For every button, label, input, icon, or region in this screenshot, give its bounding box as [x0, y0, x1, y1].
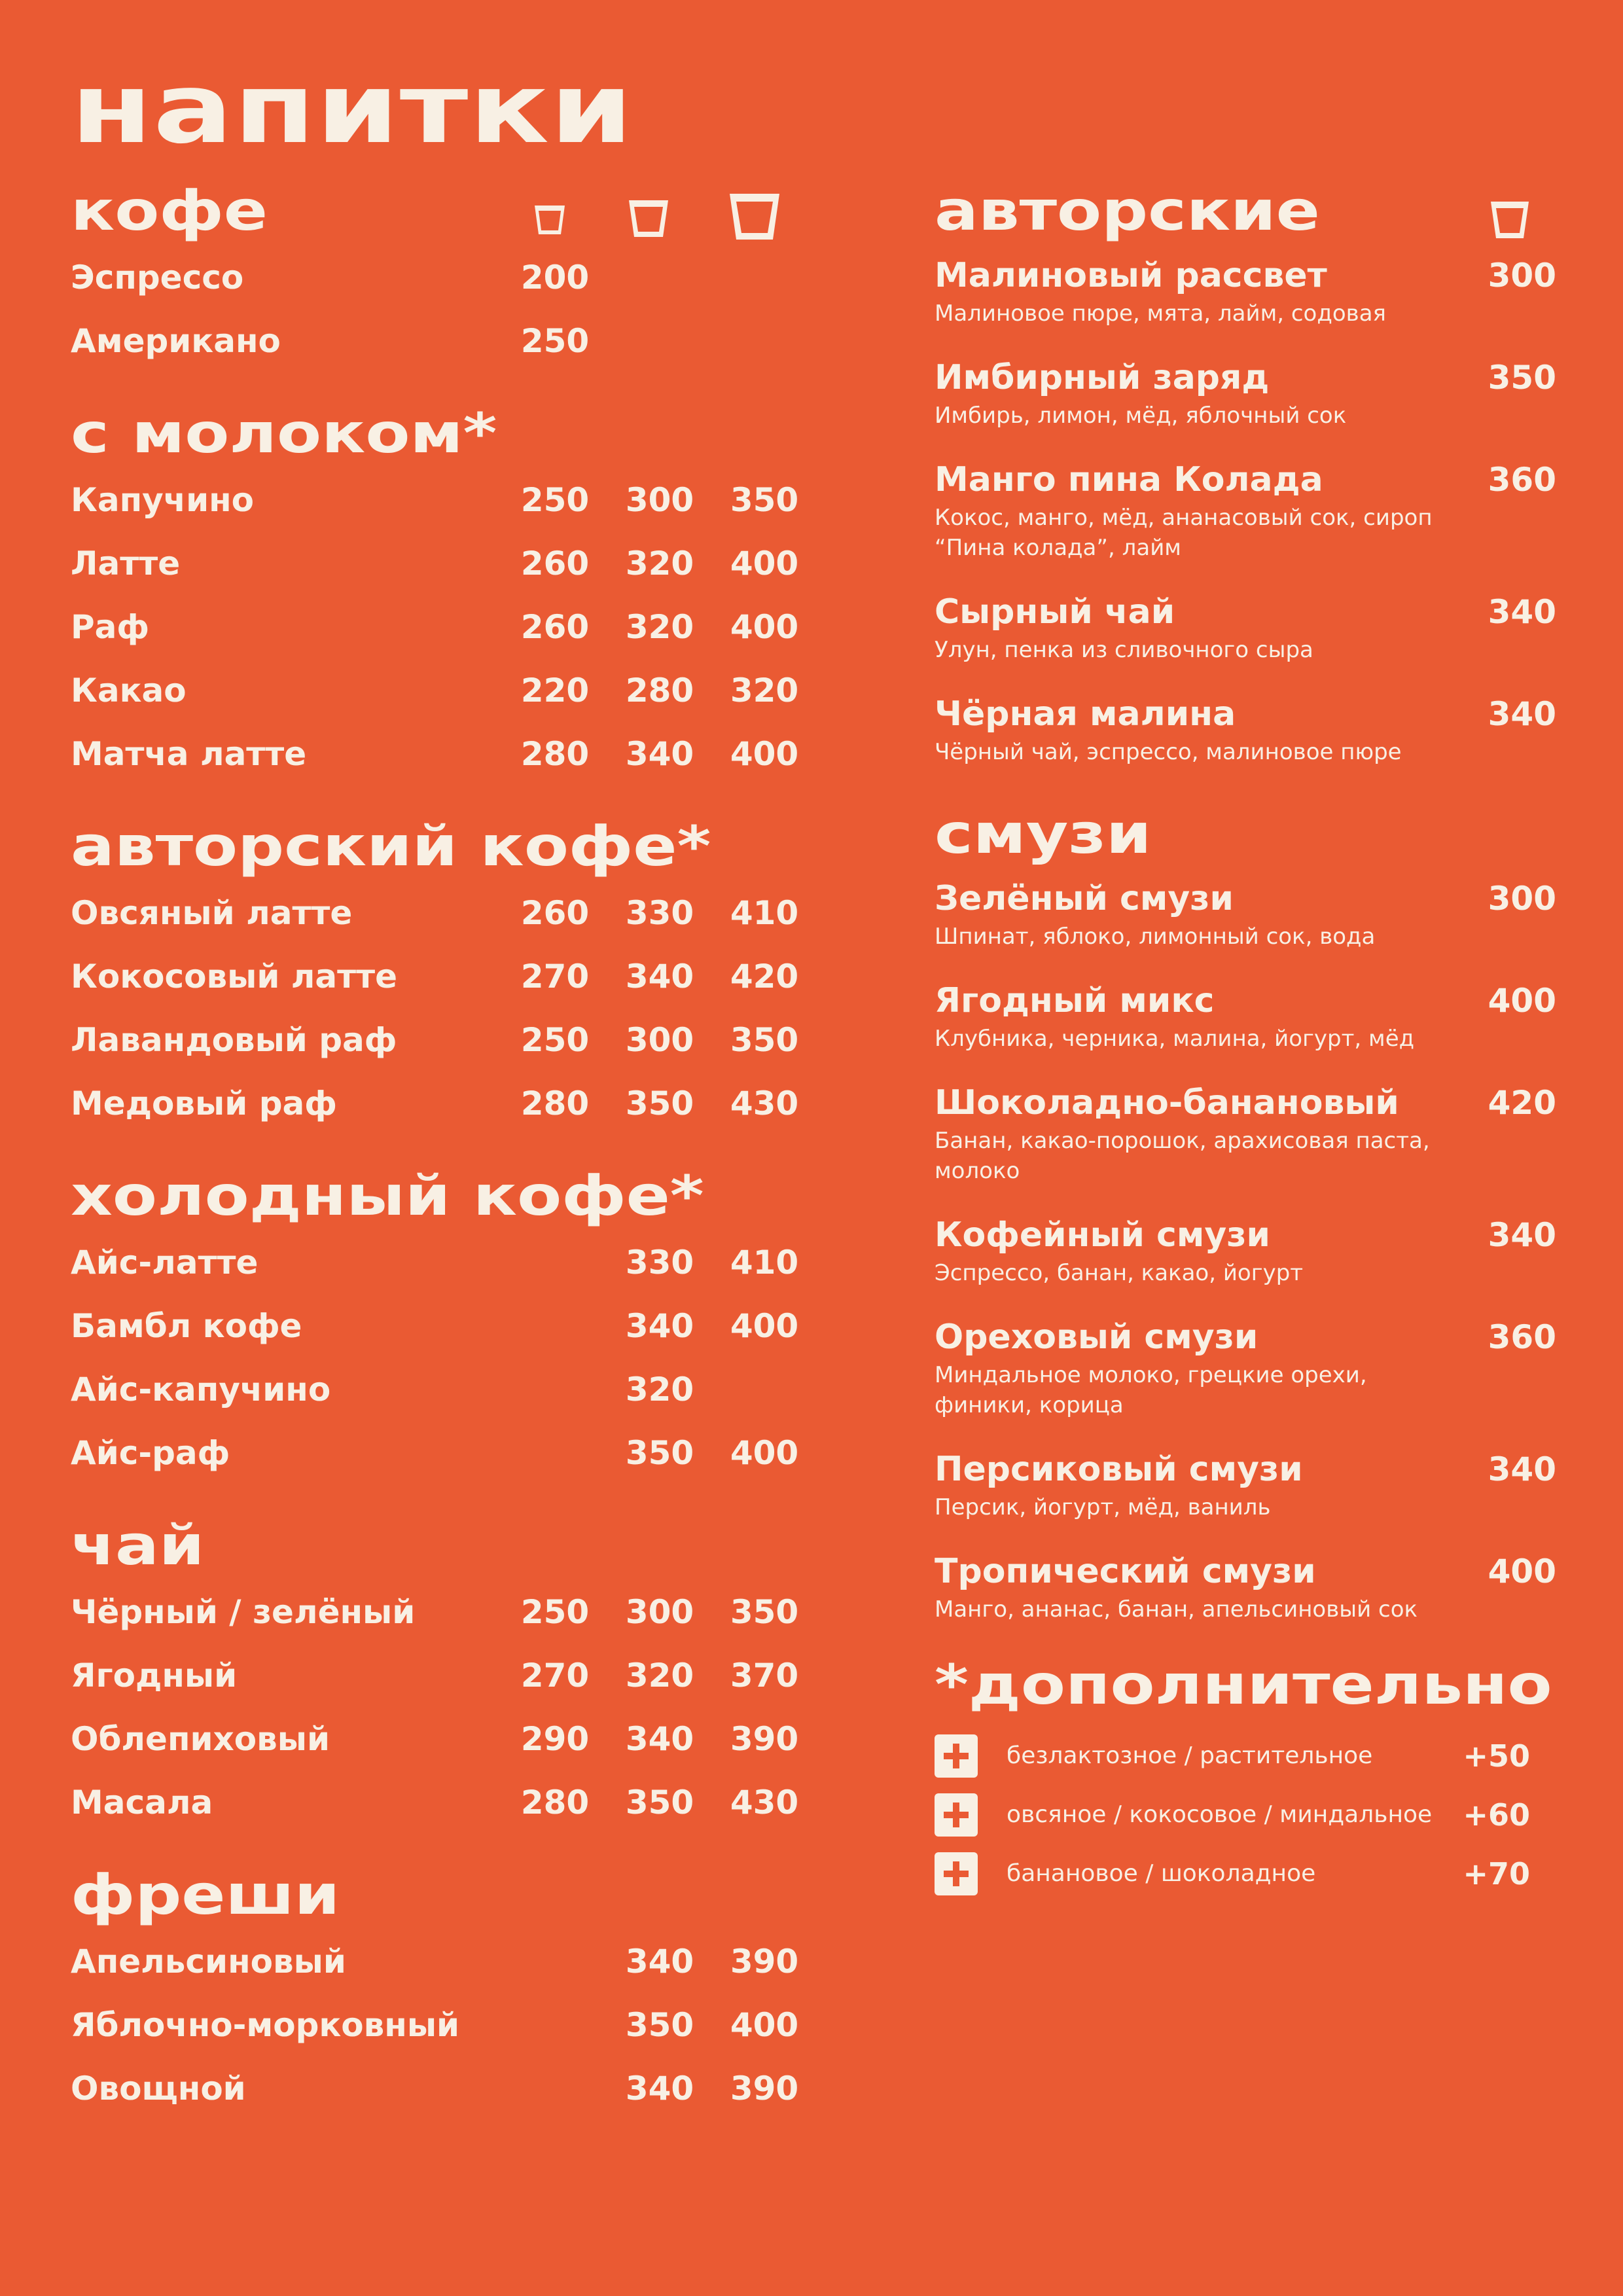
item-name: Бамбл кофе — [71, 1307, 302, 1345]
drink-description: Миндальное молоко, грецкие орехи, финики, корица — [935, 1362, 1367, 1418]
menu-item-row — [71, 469, 817, 532]
item-name: Овощной — [71, 2070, 246, 2108]
item-name: Масала — [71, 1784, 213, 1821]
item-price: 200 — [520, 259, 590, 296]
item-price: 330 — [625, 1244, 694, 1282]
drink-price: 400 — [1488, 1552, 1556, 1590]
drink-price: 350 — [1488, 359, 1556, 397]
item-price: 340 — [625, 1307, 694, 1345]
menu-item-row — [71, 246, 817, 310]
menu-item-row — [71, 1771, 817, 1835]
menu-item-row — [71, 723, 817, 786]
item-price: 340 — [625, 2070, 694, 2108]
item-price: 340 — [625, 1720, 694, 1758]
menu-item-row — [71, 1994, 817, 2057]
item-name: Матча латте — [71, 735, 307, 773]
extra-label: безлактозное / растительное — [1007, 1742, 1373, 1769]
item-name: Капучино — [71, 481, 255, 519]
drink-description: Персик, йогурт, мёд, ваниль — [935, 1494, 1271, 1520]
menu-item-row — [71, 1358, 817, 1422]
drink-item — [935, 355, 1556, 431]
drink-item — [935, 589, 1556, 665]
item-price: 280 — [520, 1085, 590, 1122]
item-price: 350 — [730, 481, 799, 519]
item-price: 220 — [520, 672, 590, 709]
drink-item — [935, 876, 1556, 952]
menu-item-row — [71, 532, 817, 596]
drink-item — [935, 1549, 1556, 1624]
item-name: Айс-раф — [71, 1434, 230, 1472]
drink-name: Тропический смузи — [935, 1552, 1316, 1591]
item-name: Раф — [71, 608, 149, 646]
item-price: 410 — [730, 894, 799, 932]
drink-price: 360 — [1488, 461, 1556, 499]
menu-item-row — [71, 1644, 817, 1708]
drink-description: Малиновое пюре, мята, лайм, содовая — [935, 300, 1386, 327]
drink-description: Эспрессо, банан, какао, йогурт — [935, 1260, 1304, 1286]
item-name: Американо — [71, 322, 281, 360]
drink-item — [935, 1080, 1556, 1186]
menu-section — [71, 1164, 817, 1485]
smoothies-section — [935, 802, 1556, 1624]
menu-item-row — [71, 1581, 817, 1644]
menu-item-row — [71, 1231, 817, 1295]
item-price: 320 — [730, 672, 799, 709]
plus-icon — [935, 1793, 978, 1837]
extra-label: овсяное / кокосовое / миндальное — [1007, 1801, 1433, 1828]
drink-description: Манго, ананас, банан, апельсиновый сок — [935, 1596, 1418, 1623]
drink-price: 340 — [1488, 1450, 1556, 1488]
item-price: 250 — [520, 1593, 590, 1631]
drink-price: 360 — [1488, 1318, 1556, 1356]
menu-item-row — [71, 2057, 817, 2121]
item-price: 270 — [520, 1657, 590, 1695]
drink-item — [935, 1314, 1556, 1420]
drink-description: Кокос, манго, мёд, ананасовый сок, сироп “Пина колада”, лайм — [935, 505, 1433, 561]
item-name: Овсяный латте — [71, 894, 353, 932]
extra-price: +70 — [1463, 1856, 1530, 1892]
drink-name: Сырный чай — [935, 592, 1175, 632]
item-price: 390 — [730, 1720, 799, 1758]
item-price: 250 — [520, 322, 590, 360]
item-name: Апельсиновый — [71, 1943, 346, 1981]
item-price: 320 — [625, 1657, 694, 1695]
drink-description: Банан, какао-порошок, арахисовая паста, молоко — [935, 1128, 1430, 1184]
item-name: Лавандовый раф — [71, 1021, 397, 1059]
menu-item-row — [71, 1422, 817, 1485]
item-price: 420 — [730, 958, 799, 996]
item-price: 400 — [730, 1307, 799, 1345]
item-price: 400 — [730, 1434, 799, 1472]
section-title: авторский кофе* — [71, 814, 711, 878]
item-price: 300 — [625, 1593, 694, 1631]
item-price: 410 — [730, 1244, 799, 1282]
page-title: напитки — [71, 52, 634, 165]
menu-section — [71, 1513, 817, 1835]
extra-price: +50 — [1463, 1738, 1530, 1774]
drink-price: 340 — [1488, 695, 1556, 733]
item-price: 300 — [625, 481, 694, 519]
drink-name: Ореховый смузи — [935, 1318, 1258, 1357]
item-price: 350 — [625, 1085, 694, 1122]
item-price: 320 — [625, 608, 694, 646]
drink-price: 400 — [1488, 982, 1556, 1020]
drink-description: Улун, пенка из сливочного сыра — [935, 637, 1313, 663]
section-title: с молоком* — [71, 401, 497, 465]
menu-item-row — [71, 882, 817, 945]
item-price: 320 — [625, 545, 694, 583]
section-title: фреши — [71, 1863, 340, 1927]
item-price: 320 — [625, 1371, 694, 1408]
drink-name: Малиновый рассвет — [935, 256, 1327, 295]
extras-section — [935, 1653, 1556, 1906]
item-price: 350 — [625, 1784, 694, 1821]
item-price: 340 — [625, 958, 694, 996]
extra-label: банановое / шоколадное — [1007, 1860, 1316, 1887]
plus-icon — [935, 1852, 978, 1895]
extra-item — [935, 1788, 1556, 1847]
menu-item-row — [71, 1009, 817, 1072]
item-name: Облепиховый — [71, 1720, 330, 1758]
item-name: Ягодный — [71, 1657, 238, 1695]
item-price: 350 — [730, 1593, 799, 1631]
item-price: 340 — [625, 1943, 694, 1981]
section-title: кофе — [71, 179, 268, 243]
drink-item — [935, 691, 1556, 767]
item-name: Айс-латте — [71, 1244, 259, 1282]
drink-item — [935, 1212, 1556, 1288]
item-price: 390 — [730, 2070, 799, 2108]
drink-price: 300 — [1488, 257, 1556, 295]
menu-section — [71, 1863, 817, 2121]
item-name: Айс-капучино — [71, 1371, 331, 1408]
item-price: 350 — [730, 1021, 799, 1059]
section-title-extras: *дополнительно — [935, 1653, 1552, 1717]
item-price: 390 — [730, 1943, 799, 1981]
drink-item — [935, 1446, 1556, 1522]
drink-name: Чёрная малина — [935, 694, 1236, 734]
item-name: Чёрный / зелёный — [71, 1593, 416, 1631]
drink-description: Чёрный чай, эспрессо, малиновое пюре — [935, 739, 1402, 765]
drink-description: Клубника, черника, малина, йогурт, мёд — [935, 1026, 1415, 1052]
item-price: 430 — [730, 1784, 799, 1821]
item-price: 350 — [625, 2006, 694, 2044]
item-name: Латте — [71, 545, 181, 583]
drink-item — [935, 978, 1556, 1054]
drink-price: 340 — [1488, 1216, 1556, 1254]
section-title-smoothies: смузи — [935, 802, 1152, 866]
drink-description: Шпинат, яблоко, лимонный сок, вода — [935, 924, 1376, 950]
item-price: 430 — [730, 1085, 799, 1122]
drink-name: Имбирный заряд — [935, 358, 1270, 397]
item-price: 400 — [730, 545, 799, 583]
signature-section — [935, 179, 1556, 767]
drink-name: Ягодный микс — [935, 981, 1215, 1020]
item-price: 280 — [520, 1784, 590, 1821]
item-price: 280 — [625, 672, 694, 709]
item-price: 250 — [520, 1021, 590, 1059]
drink-name: Манго пина Колада — [935, 460, 1323, 499]
menu-item-row — [71, 945, 817, 1009]
item-name: Эспрессо — [71, 259, 244, 296]
menu-item-row — [71, 310, 817, 373]
drink-price: 340 — [1488, 593, 1556, 631]
menu-item-row — [71, 1072, 817, 1136]
menu-item-row — [71, 1930, 817, 1994]
extra-item — [935, 1729, 1556, 1788]
drink-name: Шоколадно-банановый — [935, 1083, 1399, 1122]
right-column — [935, 179, 1556, 1939]
section-title-signature: авторские — [935, 179, 1320, 243]
menu-item-row — [71, 596, 817, 659]
item-price: 260 — [520, 545, 590, 583]
drink-price: 420 — [1488, 1084, 1556, 1122]
item-price: 400 — [730, 608, 799, 646]
item-price: 260 — [520, 894, 590, 932]
item-price: 350 — [625, 1434, 694, 1472]
item-price: 400 — [730, 2006, 799, 2044]
extra-price: +60 — [1463, 1797, 1530, 1833]
item-name: Какао — [71, 672, 187, 709]
menu-item-row — [71, 1295, 817, 1358]
drink-name: Зелёный смузи — [935, 879, 1234, 918]
item-price: 330 — [625, 894, 694, 932]
left-column — [71, 179, 817, 2153]
menu-item-row — [71, 1708, 817, 1771]
item-price: 370 — [730, 1657, 799, 1695]
item-price: 300 — [625, 1021, 694, 1059]
item-name: Яблочно-морковный — [71, 2006, 460, 2044]
section-title: холодный кофе* — [71, 1164, 704, 1228]
menu-section — [71, 401, 817, 786]
drink-name: Персиковый смузи — [935, 1450, 1303, 1489]
item-price: 280 — [520, 735, 590, 773]
item-price: 400 — [730, 735, 799, 773]
drink-name: Кофейный смузи — [935, 1215, 1270, 1255]
menu-section — [71, 179, 817, 373]
menu-item-row — [71, 659, 817, 723]
drink-description: Имбирь, лимон, мёд, яблочный сок — [935, 403, 1347, 429]
plus-icon — [935, 1734, 978, 1778]
item-price: 340 — [625, 735, 694, 773]
item-price: 270 — [520, 958, 590, 996]
item-price: 260 — [520, 608, 590, 646]
menu-section — [71, 814, 817, 1136]
drink-price: 300 — [1488, 880, 1556, 918]
item-name: Кокосовый латте — [71, 958, 398, 996]
drink-item — [935, 253, 1556, 329]
extra-item — [935, 1847, 1556, 1906]
section-title: чай — [71, 1513, 205, 1577]
item-name: Медовый раф — [71, 1085, 337, 1122]
item-price: 290 — [520, 1720, 590, 1758]
item-price: 250 — [520, 481, 590, 519]
drink-item — [935, 457, 1556, 563]
